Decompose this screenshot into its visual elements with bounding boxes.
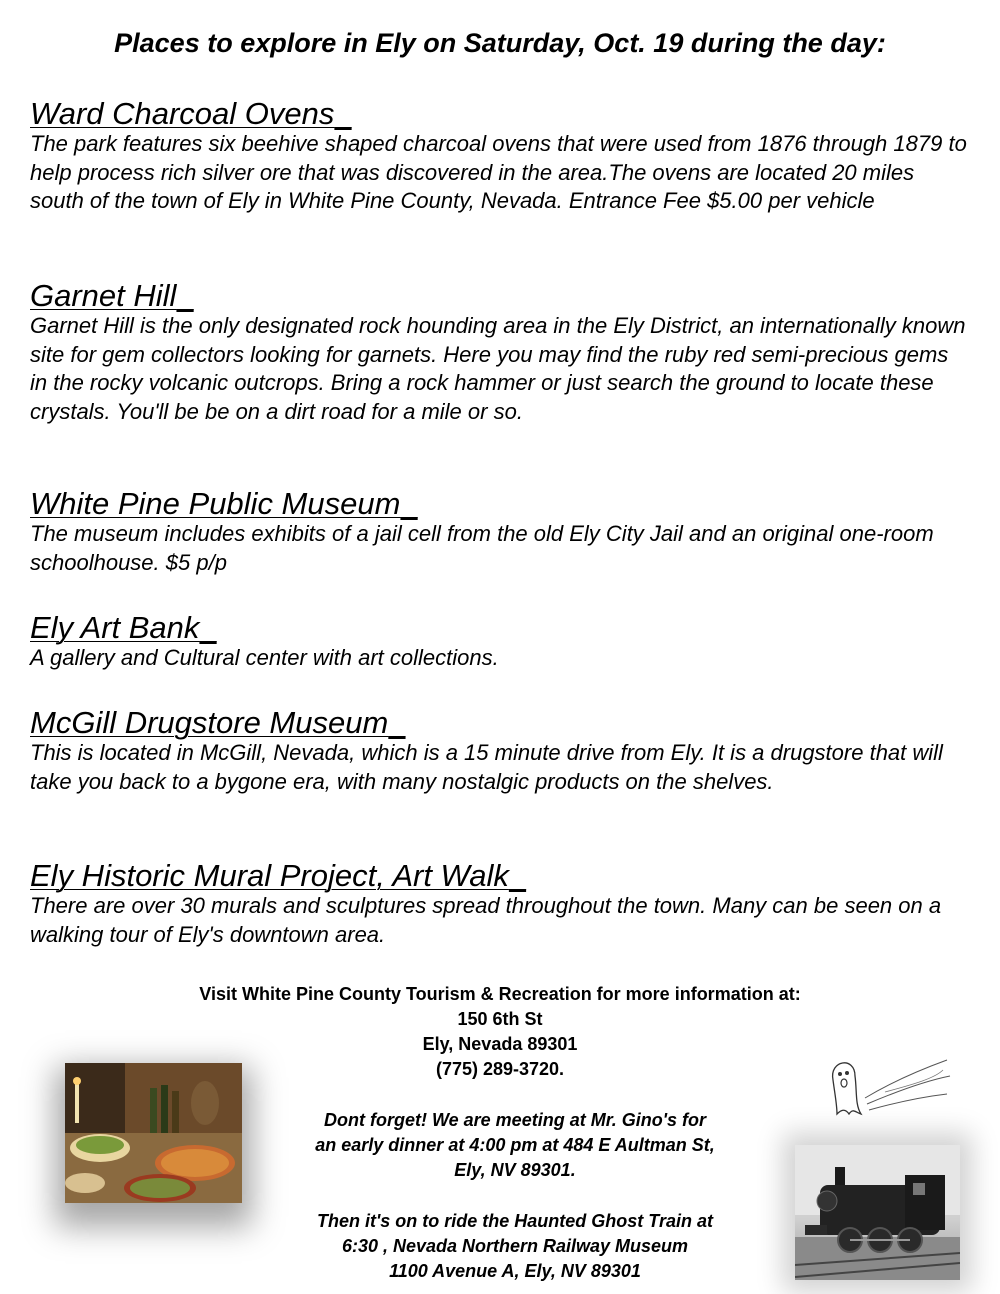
train-note-line: Then it's on to ride the Haunted Ghost Train at [317,1211,713,1231]
visit-info-phone: (775) 289-3720. [435,1059,565,1079]
place-heading: Ward Charcoal Ovens [30,96,335,131]
place-ward-charcoal-ovens [30,98,970,216]
visit-info-heading: Visit White Pine County Tourism & Recreation for more information at: [199,984,801,1004]
place-garnet-hill [30,280,970,426]
place-description: There are over 30 murals and sculptures spread throughout the town. Many can be seen on a walking tour of Ely's downtown area. [30,893,942,947]
place-heading: Ely Historic Mural Project, Art Walk [30,858,509,893]
train-illustration [795,1145,960,1280]
food-illustration [65,1063,242,1203]
ghost-icon [825,1050,975,1125]
place-heading: Garnet Hill [30,278,177,313]
place-description: A gallery and Cultural center with art collections. [30,645,499,670]
dinner-note [260,1108,770,1183]
place-heading: McGill Drugstore Museum [30,705,389,740]
visit-info-street: 150 6th St [457,1009,543,1029]
place-description: This is located in McGill, Nevada, which is a 15 minute drive from Ely. It is a drugstore that will take you back to a bygone era, with many nostalgic products on the shelves. [30,740,943,794]
dinner-note-line: Ely, NV 89301. [454,1160,576,1180]
visit-info-city: Ely, Nevada 89301 [422,1034,578,1054]
place-heading: Ely Art Bank [30,610,200,645]
train-note-line: 1100 Avenue A, Ely, NV 89301 [389,1261,641,1281]
place-description: Garnet Hill is the only designated rock hounding area in the Ely District, an internationally known site for gem collectors looking for garnets. Here you may find the ruby red semi-precious gems in the rocky volcanic outcrops. Bring a rock hammer or just search the ground to locate these crystals. You'll be be on a dirt road for a mile or so. [30,313,966,424]
place-white-pine-public-museum [30,488,970,577]
train-photo [795,1145,960,1280]
train-note [260,1209,770,1284]
dinner-note-line: Dont forget! We are meeting at Mr. Gino's for [324,1110,706,1130]
place-heading: White Pine Public Museum [30,486,401,521]
food-photo [65,1063,242,1203]
place-mural-project [30,860,970,949]
train-note-line: 6:30 , Nevada Northern Railway Museum [341,1236,689,1256]
dinner-note-line: an early dinner at 4:00 pm at 484 E Aultman St, [315,1135,715,1155]
place-ely-art-bank [30,612,970,673]
place-description: The museum includes exhibits of a jail cell from the old Ely City Jail and an original one-room schoolhouse. $5 p/p [30,521,934,575]
place-description: The park features six beehive shaped charcoal ovens that were used from 1876 through 1879 to help process rich silver ore that was discovered in the area.The ovens are located 20 miles south of the town of Ely in White Pine County, Nevada. Entrance Fee $5.00 per vehicle [30,131,967,213]
page-title: Places to explore in Ely on Saturday, Oct. 19 during the day: [114,28,886,58]
place-mcgill-drugstore-museum [30,707,970,796]
